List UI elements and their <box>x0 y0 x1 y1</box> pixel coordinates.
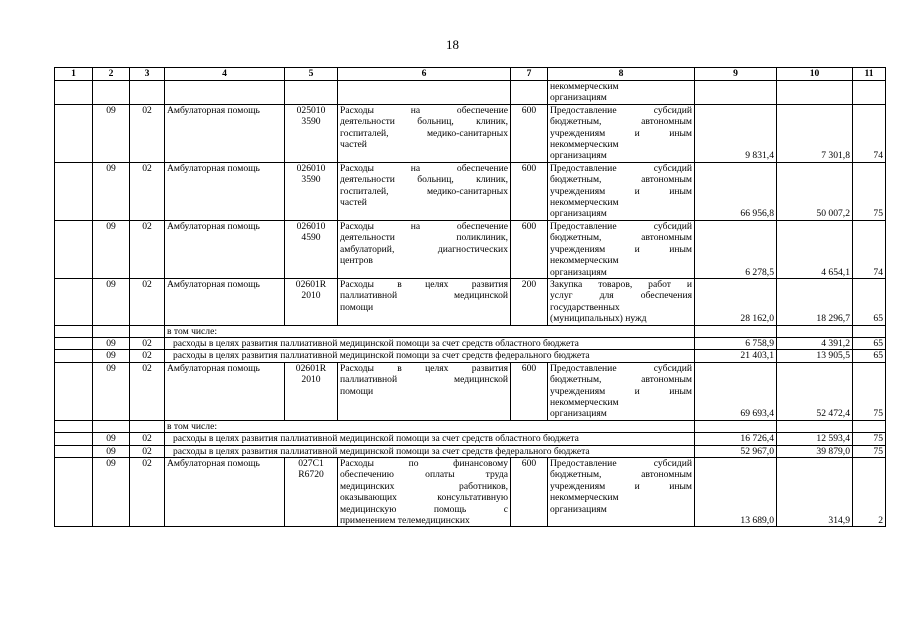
table-row <box>55 104 886 162</box>
cell-line: центров <box>340 255 373 267</box>
amount-executed: 12 593,4 <box>777 433 853 445</box>
recipient-cell <box>548 220 695 278</box>
amount-executed: 50 007,2 <box>777 162 853 220</box>
empty-cell <box>55 362 93 420</box>
including-row <box>55 325 886 337</box>
cell-line: бюджетным, автономным <box>550 232 692 244</box>
amount-planned: 16 726,4 <box>695 433 777 445</box>
recipient-cell <box>548 458 695 527</box>
cell-line: некоммерческим <box>550 255 619 267</box>
col-header: 1 <box>55 68 93 81</box>
cell-line: 3590 <box>301 116 321 128</box>
continuation-row <box>55 81 886 105</box>
cell-line: деятельности поликлиник, <box>340 232 508 244</box>
cell-line: бюджетным, автономным <box>550 116 692 128</box>
col-header: 2 <box>93 68 130 81</box>
subsection-code: 02 <box>130 445 165 457</box>
section-code: 09 <box>93 445 130 457</box>
recipient-cell <box>548 362 695 420</box>
empty-cell <box>55 458 93 527</box>
table-row <box>55 458 886 527</box>
subsection-code: 02 <box>130 104 165 162</box>
cell-line: оказывающих консультативную <box>340 492 508 504</box>
amount-planned: 21 403,1 <box>695 350 777 362</box>
expense-name <box>338 458 511 527</box>
cell-line: Предоставление субсидий <box>550 220 692 232</box>
cell-line: применением телемедицинских <box>340 515 470 527</box>
cell-line: частей <box>340 197 367 209</box>
including-label: в том числе: <box>165 325 695 337</box>
expense-name <box>338 220 511 278</box>
col-header: 10 <box>777 68 853 81</box>
cell-line: медицинскую помощь с <box>340 503 508 515</box>
header-row <box>55 68 886 81</box>
amount-planned: 6 278,5 <box>695 220 777 278</box>
empty-cell <box>853 420 886 432</box>
cell-line: организациям <box>550 503 607 515</box>
empty-cell <box>853 325 886 337</box>
amount-planned: 13 689,0 <box>695 458 777 527</box>
amount-planned: 66 956,8 <box>695 162 777 220</box>
recipient-cell <box>548 162 695 220</box>
cell-line: 02601R <box>295 278 327 290</box>
cell-line: учреждениям и иным <box>550 127 692 139</box>
cell-line: Расходы на обеспечение <box>340 104 508 116</box>
cell-line: организациям <box>550 150 607 162</box>
cell-line: медицинских работников, <box>340 480 508 492</box>
section-code: 09 <box>93 220 130 278</box>
sub-row <box>55 433 886 445</box>
col-header: 6 <box>338 68 511 81</box>
cell-line: 02601R <box>295 362 327 374</box>
amount-executed: 39 879,0 <box>777 445 853 457</box>
cell-line: Закупка товаров, работ и <box>550 278 692 290</box>
cell-line: амбулаторий, диагностических <box>340 243 508 255</box>
cell-line: помощи <box>340 385 374 397</box>
target-article-code <box>285 104 338 162</box>
empty-cell <box>55 325 93 337</box>
empty-cell <box>777 325 853 337</box>
empty-cell <box>55 433 93 445</box>
subsection-name: Амбулаторная помощь <box>165 458 285 527</box>
cell-line: (муниципальных) нужд <box>550 313 647 325</box>
section-code: 09 <box>93 350 130 362</box>
subsection-code: 02 <box>130 433 165 445</box>
cell-line: госпиталей, медико-санитарных <box>340 127 508 139</box>
amount-planned: 28 162,0 <box>695 278 777 325</box>
cell-line: паллиативной медицинской <box>340 290 508 302</box>
cell-line: некоммерческим <box>550 492 619 504</box>
cell-line: учреждениям и иным <box>550 385 692 397</box>
cell-line: 3590 <box>301 174 321 186</box>
subsection-name: Амбулаторная помощь <box>165 278 285 325</box>
subsection-name: Амбулаторная помощь <box>165 104 285 162</box>
cell-line: учреждениям и иным <box>550 185 692 197</box>
section-code: 09 <box>93 278 130 325</box>
expense-name <box>338 162 511 220</box>
empty-cell <box>93 420 130 432</box>
recipient-cell <box>548 278 695 325</box>
expense-name <box>338 362 511 420</box>
cell-line: бюджетным, автономным <box>550 469 692 481</box>
cell-line: 2010 <box>301 290 321 302</box>
col-header: 3 <box>130 68 165 81</box>
cell-line: Предоставление субсидий <box>550 362 692 374</box>
percent-executed: 65 <box>853 350 886 362</box>
cell-line: организациям <box>550 208 607 220</box>
cell-line: деятельности больниц, клиник, <box>340 174 508 186</box>
expense-type-code: 600 <box>511 362 548 420</box>
cell-line: деятельности больниц, клиник, <box>340 116 508 128</box>
cell-line: помощи <box>340 301 374 313</box>
cell-line: Расходы в целях развития <box>340 278 508 290</box>
percent-executed: 65 <box>853 278 886 325</box>
recipient-cell: некоммерческим организациям <box>548 81 695 105</box>
recipient-cell <box>548 104 695 162</box>
empty-cell <box>55 420 93 432</box>
cell-line: 4590 <box>301 232 321 244</box>
section-code: 09 <box>93 337 130 349</box>
cell-line: некоммерческим <box>550 396 619 408</box>
cell-line: Расходы в целях развития <box>340 362 508 374</box>
cell-line: паллиативной медицинской <box>340 374 508 386</box>
cell-line: R6720 <box>298 469 324 481</box>
cell-line: организациям <box>550 266 607 278</box>
sub-row <box>55 445 886 457</box>
amount-executed: 7 301,8 <box>777 104 853 162</box>
cell-line: госпиталей, медико-санитарных <box>340 185 508 197</box>
sub-row-text: расходы в целях развития паллиативной медицинской помощи за счет средств областного бюджета <box>165 337 695 349</box>
expense-type-code: 600 <box>511 162 548 220</box>
col-header: 5 <box>285 68 338 81</box>
sub-row-text: расходы в целях развития паллиативной медицинской помощи за счет средств федерального бюджета <box>165 445 695 457</box>
cell-line: услуг для обеспечения <box>550 290 692 302</box>
cell-line: 027C1 <box>298 458 324 469</box>
cell-line: бюджетным, автономным <box>550 374 692 386</box>
section-code: 09 <box>93 162 130 220</box>
sub-row <box>55 350 886 362</box>
section-code: 09 <box>93 104 130 162</box>
percent-executed: 75 <box>853 362 886 420</box>
cell-line: некоммерческим <box>550 197 619 209</box>
empty-cell <box>130 420 165 432</box>
cell-line: 2010 <box>301 374 321 386</box>
amount-planned: 6 758,9 <box>695 337 777 349</box>
cell-line: 026010 <box>296 220 326 232</box>
expense-name <box>338 104 511 162</box>
subsection-code: 02 <box>130 337 165 349</box>
col-header: 9 <box>695 68 777 81</box>
target-article-code <box>285 220 338 278</box>
expense-type-code: 200 <box>511 278 548 325</box>
empty-cell <box>55 350 93 362</box>
including-label: в том числе: <box>165 420 695 432</box>
empty-cell <box>55 162 93 220</box>
sub-row-text: расходы в целях развития паллиативной медицинской помощи за счет средств федерального бюджета <box>165 350 695 362</box>
empty-cell <box>55 220 93 278</box>
cell-line: учреждениям и иным <box>550 243 692 255</box>
sub-row <box>55 337 886 349</box>
cell-line: 026010 <box>296 162 326 174</box>
cell-line: организациям <box>550 408 607 420</box>
subsection-name: Амбулаторная помощь <box>165 220 285 278</box>
section-code: 09 <box>93 362 130 420</box>
cell-line: обеспечению оплаты труда <box>340 469 508 481</box>
col-header: 8 <box>548 68 695 81</box>
empty-cell <box>93 325 130 337</box>
cell-line: Предоставление субсидий <box>550 104 692 116</box>
percent-executed: 75 <box>853 445 886 457</box>
expense-type-code: 600 <box>511 104 548 162</box>
expense-type-code: 600 <box>511 220 548 278</box>
cell-line: Расходы по финансовому <box>340 458 508 469</box>
target-article-code <box>285 458 338 527</box>
empty-cell <box>55 104 93 162</box>
empty-cell <box>55 278 93 325</box>
cell-line: 025010 <box>296 104 326 116</box>
cell-line: государственных <box>550 301 620 313</box>
subsection-code: 02 <box>130 350 165 362</box>
percent-executed: 65 <box>853 337 886 349</box>
cell-line: Предоставление субсидий <box>550 162 692 174</box>
table-row <box>55 220 886 278</box>
empty-cell <box>695 420 777 432</box>
empty-cell <box>777 420 853 432</box>
expense-name <box>338 278 511 325</box>
section-code: 09 <box>93 433 130 445</box>
amount-executed: 18 296,7 <box>777 278 853 325</box>
expense-type-code: 600 <box>511 458 548 527</box>
target-article-code <box>285 162 338 220</box>
cell-line: некоммерческим <box>550 139 619 151</box>
subsection-name: Амбулаторная помощь <box>165 362 285 420</box>
section-code: 09 <box>93 458 130 527</box>
amount-planned: 69 693,4 <box>695 362 777 420</box>
table-row <box>55 162 886 220</box>
cell-line: бюджетным, автономным <box>550 174 692 186</box>
amount-executed: 314,9 <box>777 458 853 527</box>
amount-executed: 4 654,1 <box>777 220 853 278</box>
amount-planned: 52 967,0 <box>695 445 777 457</box>
target-article-code <box>285 362 338 420</box>
subsection-code: 02 <box>130 220 165 278</box>
cell-line: Расходы на обеспечение <box>340 220 508 232</box>
table-row <box>55 278 886 325</box>
percent-executed: 75 <box>853 433 886 445</box>
sub-row-text: расходы в целях развития паллиативной медицинской помощи за счет средств областного бюджета <box>165 433 695 445</box>
col-header: 11 <box>853 68 886 81</box>
cell-line: Предоставление субсидий <box>550 458 692 469</box>
including-row <box>55 420 886 432</box>
target-article-code <box>285 278 338 325</box>
cell-line: учреждениям и иным <box>550 480 692 492</box>
percent-executed: 74 <box>853 220 886 278</box>
amount-executed: 13 905,5 <box>777 350 853 362</box>
budget-table <box>54 67 886 527</box>
amount-executed: 4 391,2 <box>777 337 853 349</box>
cell-line: частей <box>340 139 367 151</box>
empty-cell <box>55 337 93 349</box>
empty-cell <box>130 325 165 337</box>
subsection-code: 02 <box>130 278 165 325</box>
table-row <box>55 362 886 420</box>
percent-executed: 74 <box>853 104 886 162</box>
amount-planned: 9 831,4 <box>695 104 777 162</box>
col-header: 4 <box>165 68 285 81</box>
col-header: 7 <box>511 68 548 81</box>
cell-line: Расходы на обеспечение <box>340 162 508 174</box>
percent-executed: 2 <box>853 458 886 527</box>
subsection-code: 02 <box>130 362 165 420</box>
amount-executed: 52 472,4 <box>777 362 853 420</box>
empty-cell <box>695 325 777 337</box>
percent-executed: 75 <box>853 162 886 220</box>
subsection-name: Амбулаторная помощь <box>165 162 285 220</box>
subsection-code: 02 <box>130 458 165 527</box>
empty-cell <box>55 445 93 457</box>
page-number: 18 <box>446 37 459 52</box>
subsection-code: 02 <box>130 162 165 220</box>
